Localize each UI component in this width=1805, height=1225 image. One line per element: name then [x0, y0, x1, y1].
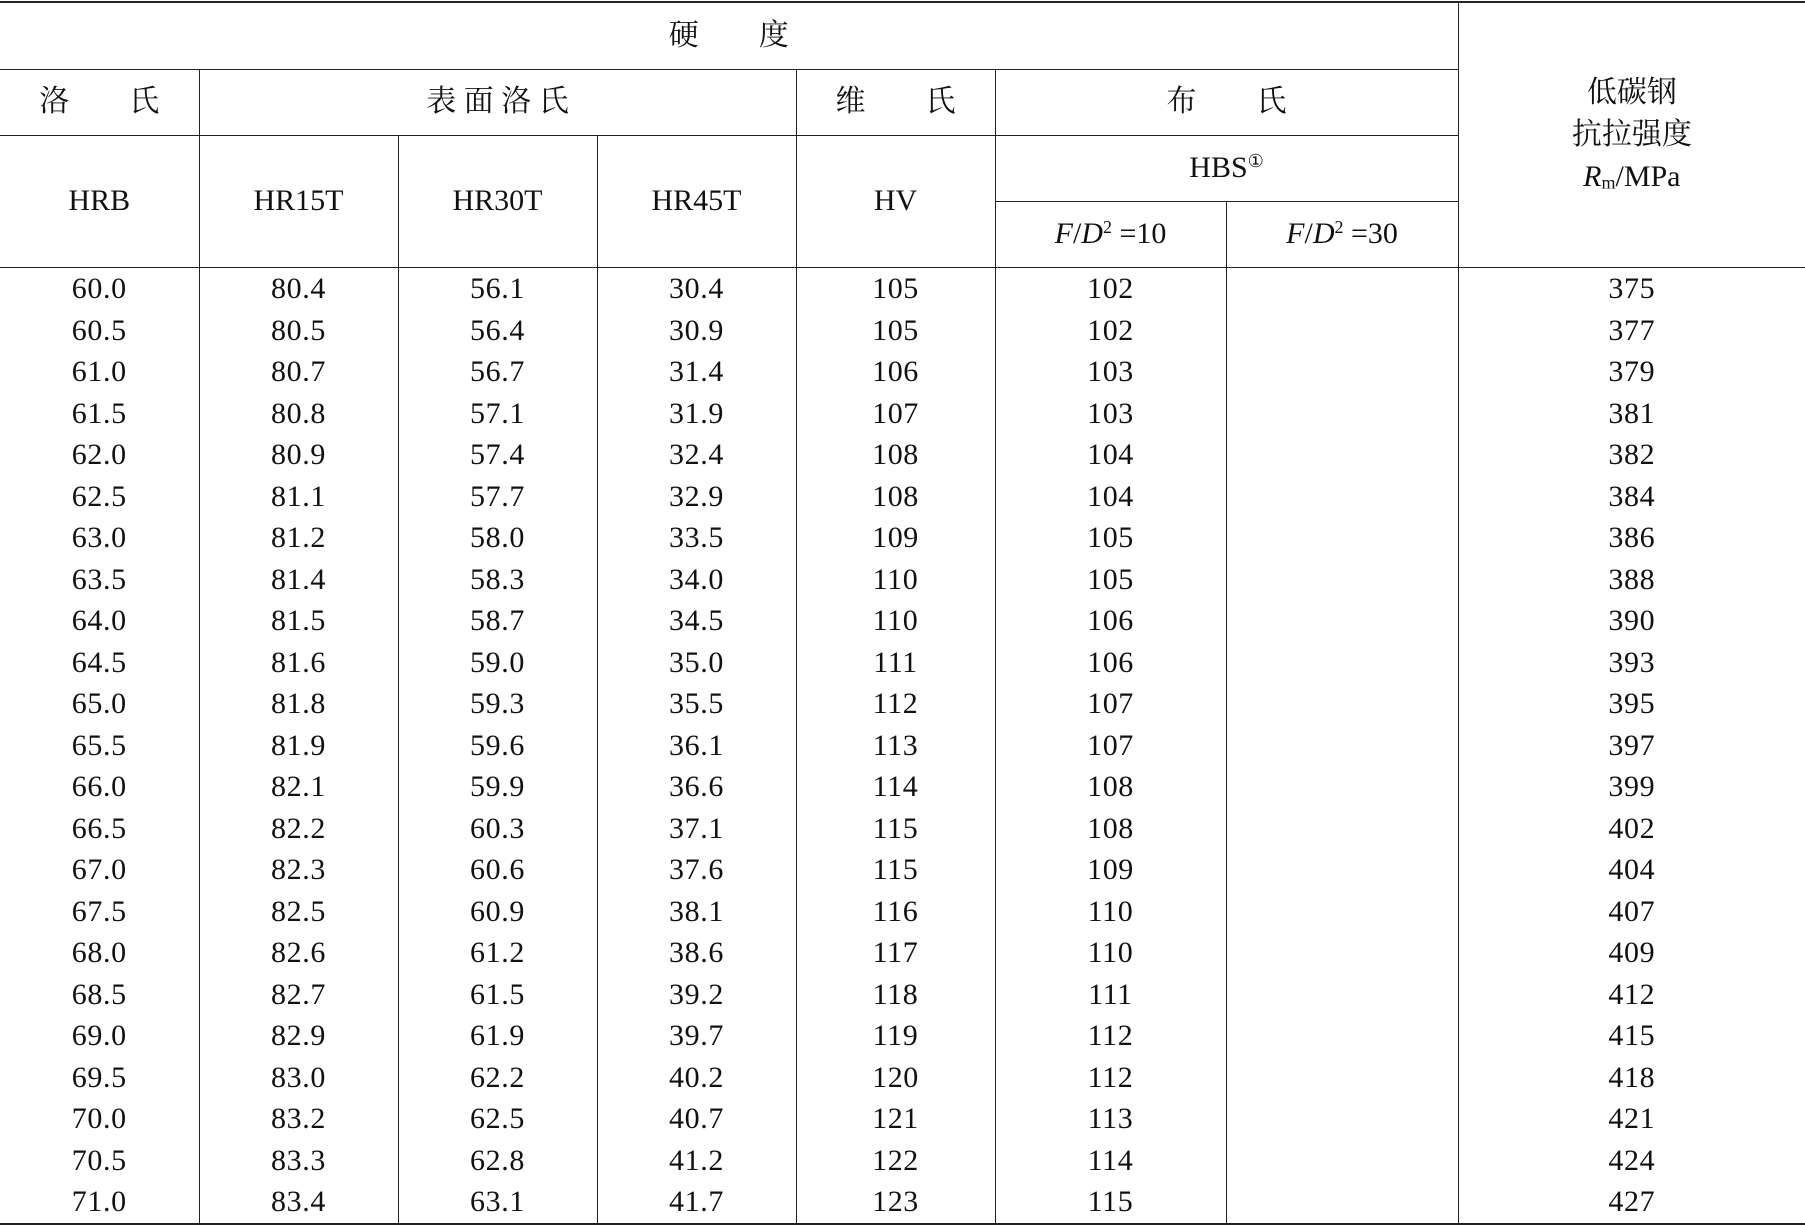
cell-rm: 402: [1608, 811, 1656, 845]
cell-hbs10: 109: [995, 849, 1226, 891]
cell-hv: 112: [796, 683, 995, 725]
cell-hr45t: 31.9: [597, 393, 796, 435]
cell-hv: 116: [796, 891, 995, 933]
cell-hbs10: 104: [995, 434, 1226, 476]
cell-hrb: 62.0: [0, 434, 199, 476]
hbs-fd10-header: $F/D^2 =10$: [995, 202, 1226, 268]
cell-hr45t: 35.5: [597, 683, 796, 725]
cell-rm: 399: [1608, 770, 1656, 803]
cell-hbs30: [1226, 1140, 1458, 1182]
table-row: [0, 517, 1805, 559]
cell-hv: 108: [796, 434, 995, 476]
cell-hrb: 70.5: [0, 1140, 199, 1182]
table-row: [0, 559, 1805, 601]
cell-hbs10: 112: [995, 1057, 1226, 1099]
cell-hbs10: 107: [995, 683, 1226, 725]
cell-hv: 105: [796, 268, 995, 310]
cell-hv: 120: [796, 1057, 995, 1099]
cell-hrb: 62.5: [0, 476, 199, 518]
cell-hv: 110: [796, 559, 995, 601]
hardness-conversion-table: [0, 1, 1805, 1225]
cell-hr30t: 61.9: [398, 1015, 597, 1057]
cell-rm: 409: [1608, 936, 1656, 969]
table-row: [0, 268, 1805, 310]
cell-hbs10: 102: [995, 268, 1226, 310]
cell-rm: 397: [1608, 728, 1656, 762]
cell-hr30t: 59.6: [398, 725, 597, 767]
table-row: [0, 310, 1805, 352]
table-row: [0, 351, 1805, 393]
hr45t-column-header: HR45T: [597, 136, 796, 268]
cell-hrb: 61.0: [0, 351, 199, 393]
cell-hv: 115: [796, 849, 995, 891]
cell-hbs30: [1226, 1015, 1458, 1057]
cell-hr45t: 39.2: [597, 974, 796, 1016]
table-row: [0, 725, 1805, 767]
cell-hr45t: 30.9: [597, 310, 796, 352]
cell-hr30t: 56.1: [398, 268, 597, 310]
cell-hbs10: 103: [995, 393, 1226, 435]
cell-hr15t: 80.7: [199, 351, 398, 393]
hv-column-header: HV: [796, 136, 995, 268]
table-row: [0, 393, 1805, 435]
cell-hr30t: 57.4: [398, 434, 597, 476]
table-row: [0, 932, 1805, 974]
cell-hr30t: 56.4: [398, 310, 597, 352]
cell-hrb: 71.0: [0, 1181, 199, 1224]
cell-hr30t: 59.0: [398, 642, 597, 684]
cell-hr30t: 62.5: [398, 1098, 597, 1140]
cell-hbs10: 107: [995, 725, 1226, 767]
cell-hbs30: [1226, 517, 1458, 559]
tensile-strength-line-1: 低碳钢: [1586, 76, 1677, 109]
cell-hr15t: 82.6: [199, 932, 398, 974]
cell-hv: 109: [796, 517, 995, 559]
table-row: [0, 600, 1805, 642]
cell-hr15t: 82.7: [199, 974, 398, 1016]
cell-hbs10: 113: [995, 1098, 1226, 1140]
cell-hr15t: 80.8: [199, 393, 398, 435]
cell-hrb: 69.0: [0, 1015, 199, 1057]
hrb-column-header: HRB: [0, 136, 199, 268]
cell-hbs30: [1226, 476, 1458, 518]
cell-hv: 113: [796, 725, 995, 767]
cell-hrb: 60.5: [0, 310, 199, 352]
table-row: [0, 434, 1805, 476]
cell-hv: 119: [796, 1015, 995, 1057]
table-row: [0, 1015, 1805, 1057]
cell-hr30t: 58.0: [398, 517, 597, 559]
brinell-group-header: 布 氏: [995, 70, 1458, 136]
cell-rm: 377: [1608, 313, 1656, 347]
vickers-group-header: 维 氏: [796, 70, 995, 136]
cell-hr45t: 37.6: [597, 849, 796, 891]
cell-hr15t: 83.0: [199, 1057, 398, 1099]
cell-hbs30: [1226, 849, 1458, 891]
cell-hbs10: 105: [995, 517, 1226, 559]
cell-hbs30: [1226, 559, 1458, 601]
cell-hr15t: 80.5: [199, 310, 398, 352]
cell-hrb: 63.0: [0, 517, 199, 559]
table-body: [0, 268, 1805, 1224]
cell-hrb: 63.5: [0, 559, 199, 601]
table-row: [0, 808, 1805, 850]
cell-hr15t: 80.4: [199, 268, 398, 310]
table-row: [0, 1098, 1805, 1140]
cell-hbs10: 110: [995, 932, 1226, 974]
cell-hbs10: 110: [995, 891, 1226, 933]
hr30t-column-header: HR30T: [398, 136, 597, 268]
cell-hr15t: 82.9: [199, 1015, 398, 1057]
cell-hrb: 64.0: [0, 600, 199, 642]
table-row: [0, 891, 1805, 933]
cell-hr45t: 36.1: [597, 725, 796, 767]
cell-hr45t: 38.1: [597, 891, 796, 933]
cell-hbs30: [1226, 808, 1458, 850]
cell-hr45t: 34.0: [597, 559, 796, 601]
cell-hbs30: [1226, 932, 1458, 974]
cell-hr30t: 60.3: [398, 808, 597, 850]
cell-hbs30: [1226, 434, 1458, 476]
cell-hr15t: 80.9: [199, 434, 398, 476]
cell-hr15t: 81.5: [199, 600, 398, 642]
cell-hv: 117: [796, 932, 995, 974]
cell-rm: 375: [1608, 272, 1656, 305]
cell-hr45t: 31.4: [597, 351, 796, 393]
cell-hr15t: 81.4: [199, 559, 398, 601]
cell-hr45t: 38.6: [597, 932, 796, 974]
cell-hr15t: 83.2: [199, 1098, 398, 1140]
cell-hr30t: 58.7: [398, 600, 597, 642]
table-row: [0, 1140, 1805, 1182]
cell-rm: 381: [1608, 396, 1656, 430]
tensile-strength-line-2: 抗拉强度: [1571, 118, 1692, 151]
cell-hr45t: 40.7: [597, 1098, 796, 1140]
cell-hbs30: [1226, 310, 1458, 352]
cell-hbs30: [1226, 1057, 1458, 1099]
cell-hr45t: 36.6: [597, 766, 796, 808]
cell-hbs30: [1226, 766, 1458, 808]
hbs-fd30-header: $F/D^2 =30$: [1226, 202, 1458, 268]
superficial-rockwell-group-header: 表 面 洛 氏: [199, 70, 796, 136]
cell-hr45t: 41.2: [597, 1140, 796, 1182]
cell-rm: 390: [1608, 604, 1656, 637]
cell-hrb: 68.5: [0, 974, 199, 1016]
cell-hr30t: 57.7: [398, 476, 597, 518]
cell-hr45t: 41.7: [597, 1181, 796, 1224]
cell-hbs10: 103: [995, 351, 1226, 393]
cell-rm: 424: [1608, 1143, 1656, 1177]
cell-hbs30: [1226, 393, 1458, 435]
cell-hr45t: 30.4: [597, 268, 796, 310]
cell-hbs10: 104: [995, 476, 1226, 518]
cell-hbs30: [1226, 891, 1458, 933]
cell-hbs30: [1226, 1098, 1458, 1140]
cell-hbs30: [1226, 642, 1458, 684]
cell-hrb: 67.0: [0, 849, 199, 891]
tensile-strength-header: [1458, 2, 1805, 268]
table-row: [0, 1181, 1805, 1224]
cell-hrb: 65.0: [0, 683, 199, 725]
cell-hr45t: 35.0: [597, 642, 796, 684]
cell-rm: 412: [1608, 977, 1656, 1011]
hbs-column-header: [995, 136, 1458, 202]
table-row: [0, 974, 1805, 1016]
cell-hv: 122: [796, 1140, 995, 1182]
cell-hr30t: 60.6: [398, 849, 597, 891]
cell-hr30t: 57.1: [398, 393, 597, 435]
cell-rm: 421: [1608, 1102, 1656, 1135]
cell-hr15t: 82.1: [199, 766, 398, 808]
cell-rm: 418: [1608, 1060, 1656, 1094]
cell-hv: 108: [796, 476, 995, 518]
cell-hr45t: 33.5: [597, 517, 796, 559]
hbs-footnote-mark: ①: [1247, 151, 1264, 172]
cell-hr30t: 62.8: [398, 1140, 597, 1182]
cell-hr30t: 56.7: [398, 351, 597, 393]
cell-hv: 114: [796, 766, 995, 808]
cell-hbs10: 111: [995, 974, 1226, 1016]
table-header: [0, 2, 1805, 268]
cell-hr45t: 32.9: [597, 476, 796, 518]
cell-hv: 118: [796, 974, 995, 1016]
cell-hv: 106: [796, 351, 995, 393]
cell-hbs10: 105: [995, 559, 1226, 601]
cell-hr30t: 62.2: [398, 1057, 597, 1099]
cell-rm: 407: [1608, 894, 1656, 928]
hbs-label: HBS: [1189, 151, 1248, 185]
cell-hr15t: 81.9: [199, 725, 398, 767]
cell-hr45t: 40.2: [597, 1057, 796, 1099]
cell-hr15t: 83.4: [199, 1181, 398, 1224]
cell-hv: 105: [796, 310, 995, 352]
tensile-strength-unit: $R_m$/MPa: [1583, 160, 1681, 193]
cell-hr15t: 82.5: [199, 891, 398, 933]
cell-hrb: 60.0: [0, 268, 199, 310]
table-row: [0, 1057, 1805, 1099]
cell-hrb: 70.0: [0, 1098, 199, 1140]
cell-rm: 404: [1608, 853, 1656, 886]
cell-hrb: 66.5: [0, 808, 199, 850]
hr15t-column-header: HR15T: [199, 136, 398, 268]
cell-hv: 107: [796, 393, 995, 435]
cell-hv: 121: [796, 1098, 995, 1140]
cell-rm: 415: [1608, 1019, 1656, 1052]
cell-hbs30: [1226, 268, 1458, 310]
cell-hrb: 68.0: [0, 932, 199, 974]
cell-hrb: 61.5: [0, 393, 199, 435]
cell-hr30t: 58.3: [398, 559, 597, 601]
cell-hbs30: [1226, 1181, 1458, 1224]
cell-hr45t: 32.4: [597, 434, 796, 476]
cell-hr30t: 61.2: [398, 932, 597, 974]
cell-hbs10: 114: [995, 1140, 1226, 1182]
cell-hbs30: [1226, 600, 1458, 642]
cell-hbs30: [1226, 974, 1458, 1016]
cell-hbs10: 108: [995, 808, 1226, 850]
cell-hr15t: 82.3: [199, 849, 398, 891]
table-row: [0, 849, 1805, 891]
hardness-group-header: 硬 度: [0, 2, 1458, 70]
cell-hv: 111: [796, 642, 995, 684]
cell-rm: 393: [1608, 645, 1656, 679]
cell-rm: 388: [1608, 562, 1656, 596]
cell-rm: 384: [1608, 479, 1656, 513]
cell-hrb: 66.0: [0, 766, 199, 808]
cell-rm: 379: [1608, 355, 1656, 388]
cell-hr15t: 81.6: [199, 642, 398, 684]
cell-hrb: 67.5: [0, 891, 199, 933]
cell-hr45t: 39.7: [597, 1015, 796, 1057]
cell-hrb: 65.5: [0, 725, 199, 767]
cell-hr15t: 81.2: [199, 517, 398, 559]
cell-hrb: 64.5: [0, 642, 199, 684]
cell-hv: 110: [796, 600, 995, 642]
table-row: [0, 476, 1805, 518]
table-row: [0, 683, 1805, 725]
cell-hbs10: 102: [995, 310, 1226, 352]
cell-hr15t: 81.1: [199, 476, 398, 518]
cell-hbs10: 106: [995, 600, 1226, 642]
cell-hr30t: 63.1: [398, 1181, 597, 1224]
cell-hrb: 69.5: [0, 1057, 199, 1099]
cell-hr45t: 34.5: [597, 600, 796, 642]
table-row: [0, 766, 1805, 808]
cell-hr45t: 37.1: [597, 808, 796, 850]
cell-hr30t: 60.9: [398, 891, 597, 933]
cell-hbs10: 112: [995, 1015, 1226, 1057]
cell-rm: 427: [1458, 1181, 1805, 1224]
cell-rm: 386: [1608, 521, 1656, 554]
cell-hv: 123: [796, 1181, 995, 1224]
cell-rm: 395: [1608, 687, 1656, 720]
table-row: [0, 642, 1805, 684]
cell-hbs30: [1226, 351, 1458, 393]
cell-rm: 382: [1608, 438, 1656, 471]
cell-hr15t: 82.2: [199, 808, 398, 850]
cell-hbs30: [1226, 725, 1458, 767]
cell-hr15t: 83.3: [199, 1140, 398, 1182]
rockwell-group-header: 洛 氏: [0, 70, 199, 136]
cell-hv: 115: [796, 808, 995, 850]
cell-hbs30: [1226, 683, 1458, 725]
cell-hr30t: 59.9: [398, 766, 597, 808]
cell-hbs10: 115: [995, 1181, 1226, 1224]
cell-hbs10: 106: [995, 642, 1226, 684]
cell-hbs10: 108: [995, 766, 1226, 808]
cell-hr15t: 81.8: [199, 683, 398, 725]
cell-hr30t: 61.5: [398, 974, 597, 1016]
cell-hr30t: 59.3: [398, 683, 597, 725]
